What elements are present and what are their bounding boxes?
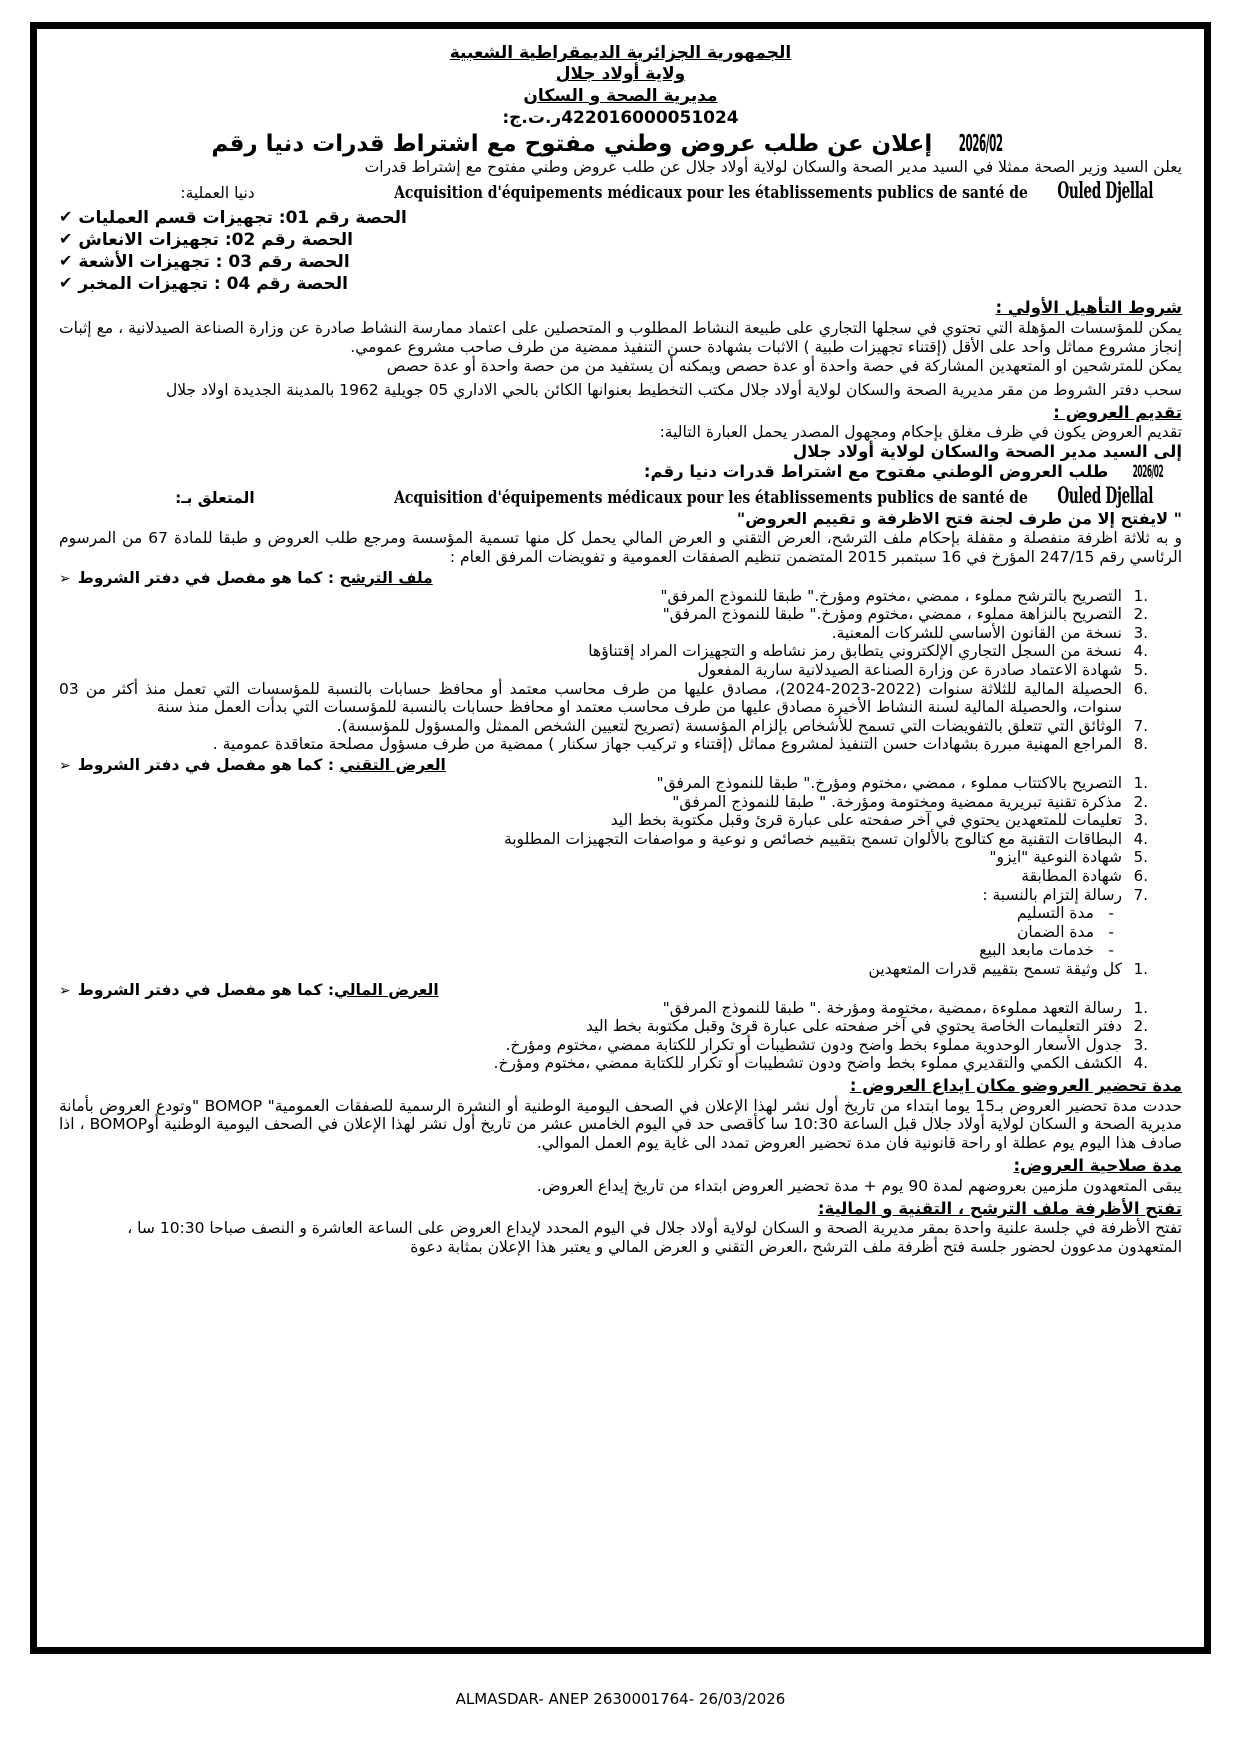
intro-prefix: دنيا العملية: [180, 183, 255, 202]
check-icon: ✔ [59, 272, 73, 292]
arrow-bullet-icon: ➢ [59, 758, 71, 774]
list-item: - مدة التسليم [59, 904, 1118, 923]
submission-french: Acquisition d'équipements médicaux pour les établissements publics de santé de [393, 487, 1028, 508]
registration-number [59, 108, 1182, 128]
deadline-body: حددت مدة تحضير العروض بـ15 يوما ابتداء من تاريخ أول نشر لهذا الإعلان في الصحف اليومية الوطنية أو النشرة الرسمية للصفقات العمومية" BOMOP "وتودع العروض بأمانة مديرية الصحة و السكان لولاية أولاد جلال قبل الساعة 10:30 سا كأقصى حد في اليوم الخامس عشر من تاريخ أول نشر لهذا الإعلان في الصحف اليومية الوطنية أوBOMOP ، اذا صادف هذا اليوم يوم عطلة او راحة قانونية فان مدة تحضير العروض تمدد الى غاية يوم العمل الموالي. [59, 1096, 1182, 1153]
document-page-frame [30, 22, 1211, 1654]
list-item: التصريح بالنزاهة مملوء ، ممضي ،مختوم ومؤرخ." طبقا للنموذج المرفق" [662, 605, 1122, 624]
list-item: نسخة من القانون الأساسي للشركات المعنية. [831, 623, 1122, 642]
list-item: رسالة التعهد مملوءة ،ممضية ،مختومة ومؤرخة ." طبقا للنموذج المرفق" [662, 998, 1122, 1017]
submission-tender-number: 2026/02 [1132, 462, 1164, 482]
list-item [59, 252, 1182, 274]
technical-heading-text [78, 756, 446, 774]
list-item: البطاقات التقنية مع كتالوج بالألوان تسمح بتقييم خصائص و نوعية و مواصفات التجهيزات المطلوبة [503, 829, 1122, 848]
list-item: نسخة من السجل التجاري الإلكتروني يتطابق رمز نشاطه و التجهيزات المراد إقتناؤها [588, 642, 1122, 661]
header-wilaya-text: ولاية أولاد جلال [555, 64, 686, 85]
financial-list [59, 999, 1148, 1073]
list-item: تعليمات للمتعهدين يحتوي في آخر صفحته على عبارة قرئ وقبل مكتوبة بخط اليد [610, 811, 1122, 830]
list-item: كل وثيقة تسمح بتقييم قدرات المتعهدين [868, 959, 1122, 978]
page-title-prefix: إعلان عن طلب عروض وطني مفتوح مع اشتراط قدرات دنيا رقم [211, 130, 933, 157]
submission-heading: تقديم العروض : [1053, 402, 1182, 422]
header-wilaya [59, 64, 1182, 85]
validity-heading: مدة صلاحية العروض: [1013, 1156, 1182, 1176]
lot-label: الحصة رقم 03 : تجهيزات الأشعة [78, 251, 350, 272]
lot-label: الحصة رقم 04 : تجهيزات المخبر [78, 273, 348, 294]
list-item: شهادة النوعية "ايزو" [989, 848, 1122, 867]
check-icon: ✔ [59, 207, 73, 227]
list-item: التصريح بالترشح مملوء ، ممضي ،مختوم ومؤرخ." طبقا للنموذج المرفق" [660, 586, 1122, 605]
header-country-text: الجمهورية الجزائرية الديمقراطية الشعبية [449, 43, 792, 63]
list-item: الكشف الكمي والتقديري مملوء بخط واضح ودون تشطيبات أو تكرار للكتابة ممضي ،مختوم ومؤرخ. [493, 1054, 1122, 1073]
list-item: دفتر التعليمات الخاصة يحتوي في آخر صفحته على عبارة قرئ وقبل مكتوبة بخط اليد [586, 1017, 1122, 1036]
technical-commitment-sublist [59, 904, 1118, 960]
check-icon: ✔ [59, 250, 73, 270]
check-icon: ✔ [59, 229, 73, 249]
submission-line-2: إلى السيد مدير الصحة والسكان لولاية أولاد جلال [792, 442, 1182, 462]
registration-number-value: 422016000051024 [561, 108, 739, 129]
financial-heading [59, 981, 1182, 999]
list-item: رسالة إلتزام بالنسبة : [982, 885, 1122, 904]
header-country [59, 43, 1182, 64]
list-item: - مدة الضمان [59, 923, 1118, 942]
candidacy-heading-rest: : كما هو مفصل في دفتر الشروط [77, 568, 340, 587]
candidacy-list [59, 587, 1148, 754]
candidacy-heading [59, 569, 1182, 587]
financial-heading-lead: العرض المالي [334, 980, 439, 999]
list-item [59, 274, 1182, 296]
qualification-paragraph-2: يمكن للمترشحين او المتعهدين المشاركة في حصة واحدة أو عدة حصص ويمكنه أن يستفيد من من حصة واحدة أو عدة حصص [386, 356, 1182, 375]
opening-body-1: تفتح الأظرفة في جلسة علنية واحدة بمقر مديرية الصحة و السكان لولاية أولاد جلال في اليوم المحدد لإيداع العروض على الساعة العاشرة و النصف صباحا 10:30 سا ، [127, 1219, 1182, 1238]
document-content [37, 29, 1204, 1647]
header-directorate-text: مديرية الصحة و السكان [523, 85, 718, 106]
technical-heading-rest: : كما هو مفصل في دفتر الشروط [77, 756, 340, 774]
financial-heading-text [78, 981, 439, 999]
list-item: المراجع المهنية مبررة بشهادات حسن التنفيذ لمشروع مماثل (إقتناء و تركيب جهاز سكنار ) ممضية من طرف مسؤول مصلحة متعاقدة عمومية . [212, 735, 1122, 754]
technical-list [59, 774, 1148, 904]
qualification-paragraph-3: سحب دفتر الشروط من مقر مديرية الصحة والسكان لولاية أولاد جلال مكتب التخطيط بعنوانها الكائن بالحي الاداري 05 جويلية 1962 بالمدينة الجديدة اولاد جلال [165, 380, 1182, 399]
qualification-heading: شروط التأهيل الأولي : [995, 298, 1182, 318]
lot-label: الحصة رقم 01: تجهيزات قسم العمليات [78, 208, 407, 229]
list-item: شهادة الاعتماد صادرة عن وزارة الصناعة الصيدلانية سارية المفعول [697, 661, 1122, 680]
page-title [59, 131, 1182, 158]
submission-line-1: تقديم العروض يكون في ظرف مغلق بإحكام ومجهول المصدر يحمل العبارة التالية: [659, 423, 1182, 442]
list-item: مذكرة تقنية تبريرية ممضية ومختومة ومؤرخة. " طبقا للنموذج المرفق" [672, 792, 1122, 811]
opening-body-2: المتعهدون مدعوون لحضور جلسة فتح أظرفة ملف الترشح ،العرض التقني و العرض المالي و يعتبر هذا الإعلان بمثابة دعوة [410, 1238, 1182, 1257]
submission-tender-prefix: طلب العروض الوطني مفتوح مع اشتراط قدرات دنيا رقم: [643, 462, 1109, 482]
submission-brand: Ouled Djellal [1056, 482, 1153, 509]
technical-heading [59, 756, 1182, 774]
list-item [59, 230, 1182, 252]
footer-reference: ALMASDAR- ANEP 2630001764- 26/03/2026 [455, 1690, 786, 1708]
list-item: جدول الأسعار الوحدوية مملوء بخط واضح ودون تشطيبات أو تكرار للكتابة ممضي ،مختوم ومؤرخ. [505, 1035, 1122, 1054]
submission-envelopes-note: و به ثلاثة اظرفة منفصلة و مقفلة بإحكام ملف الترشح، العرض التقني و العرض المالي يحمل كل منها تسمية المؤسسة ومرجع طلب العروض و طبقا للمادة 67 من المرسوم الرئاسي رقم 247/15 المؤرخ في 16 سبتمبر 2015 المتضمن تنظيم الصفقات العمومية و تفويضات المرفق العام : [59, 528, 1182, 566]
lot-list [59, 208, 1182, 295]
candidacy-heading-text [78, 569, 433, 587]
validity-body: يبقى المتعهدون ملزمين بعروضهم لمدة 90 يوم + مدة تحضير العروض ابتداء من تاريخ إيداع العروض. [536, 1176, 1182, 1195]
deadline-heading: مدة تحضير العروضو مكان ايداع العروض : [849, 1075, 1182, 1095]
list-item [59, 208, 1182, 230]
technical-heading-lead: العرض التقني [339, 756, 446, 774]
list-item: - خدمات مابعد البيع [59, 941, 1118, 960]
intro-line-2 [59, 178, 1182, 205]
lot-label: الحصة رقم 02: تجهيزات الانعاش [78, 230, 353, 251]
intro-line-1: يعلن السيد وزير الصحة ممثلا في السيد مدير الصحة والسكان لولاية أولاد جلال عن طلب عروض وطني مفتوح مع إشتراط قدرات [364, 157, 1182, 176]
intro-brand: Ouled Djellal [1056, 177, 1153, 204]
registration-number-label: ر.ت.ج: [502, 108, 562, 129]
intro-french: Acquisition d'équipements médicaux pour les établissements publics de santé de [393, 182, 1028, 203]
page-title-number: 2026/02 [959, 130, 1003, 157]
arrow-bullet-icon: ➢ [59, 982, 71, 999]
list-item: الوثائق التي تتعلق بالتفويضات التي تسمح للأشخاص بإلزام المؤسسة (تصريح لتعيين الشخص الممثل والمسؤول للمؤسسة). [336, 716, 1122, 735]
submission-sealed-notice: " لايفتح إلا من طرف لجنة فتح الاظرفة و تقييم العروض" [736, 509, 1182, 529]
list-item: التصريح بالاكتتاب مملوء ، ممضي ،مختوم ومؤرخ." طبقا للنموذج المرفق" [656, 774, 1122, 792]
qualification-paragraph-1: يمكن للمؤسسات المؤهلة التي تحتوي في سجلها التجاري على طبيعة النشاط المطلوب و المتحصلين على اعتماد ممارسة النشاط صادرة عن وزارة الصناعة الصيدلانية ، مع إثبات إنجاز مشروع مماثل واحد على الأقل (إقتناء تجهيزات طبية ) الاثبات بشهادة حسن التنفيذ ممضية من طرف صاحب مشروع عمومي. [59, 319, 1182, 356]
submission-object-prefix: المتعلق بـ: [175, 488, 255, 507]
submission-line-4 [59, 483, 1182, 510]
submission-line-3 [59, 462, 1182, 482]
arrow-bullet-icon: ➢ [59, 570, 71, 587]
technical-list-continued [59, 960, 1148, 979]
list-item: الحصيلة المالية للثلاثة سنوات (2022-2023-2024)، مصادق عليها من طرف محاسب معتمد أو محافظ حسابات بالنسبة للمؤسسات التي تعمل منذ أكثر من 03 سنوات، والحصيلة المالية لسنة النشاط الأخيرة مصادق عليها من طرف محاسب معتمد او محافظ حسابات بالنسبة للمؤسسات التي بدأت العمل منذ سنة [59, 679, 1122, 717]
candidacy-heading-lead: ملف الترشح [339, 568, 433, 587]
header-directorate [59, 86, 1182, 107]
list-item: شهادة المطابقة [1021, 866, 1122, 885]
opening-heading: تفتح الأظرفة ملف الترشح ، التقنية و المالية: [817, 1198, 1182, 1218]
financial-heading-rest: : كما هو مفصل في دفتر الشروط [77, 980, 335, 999]
